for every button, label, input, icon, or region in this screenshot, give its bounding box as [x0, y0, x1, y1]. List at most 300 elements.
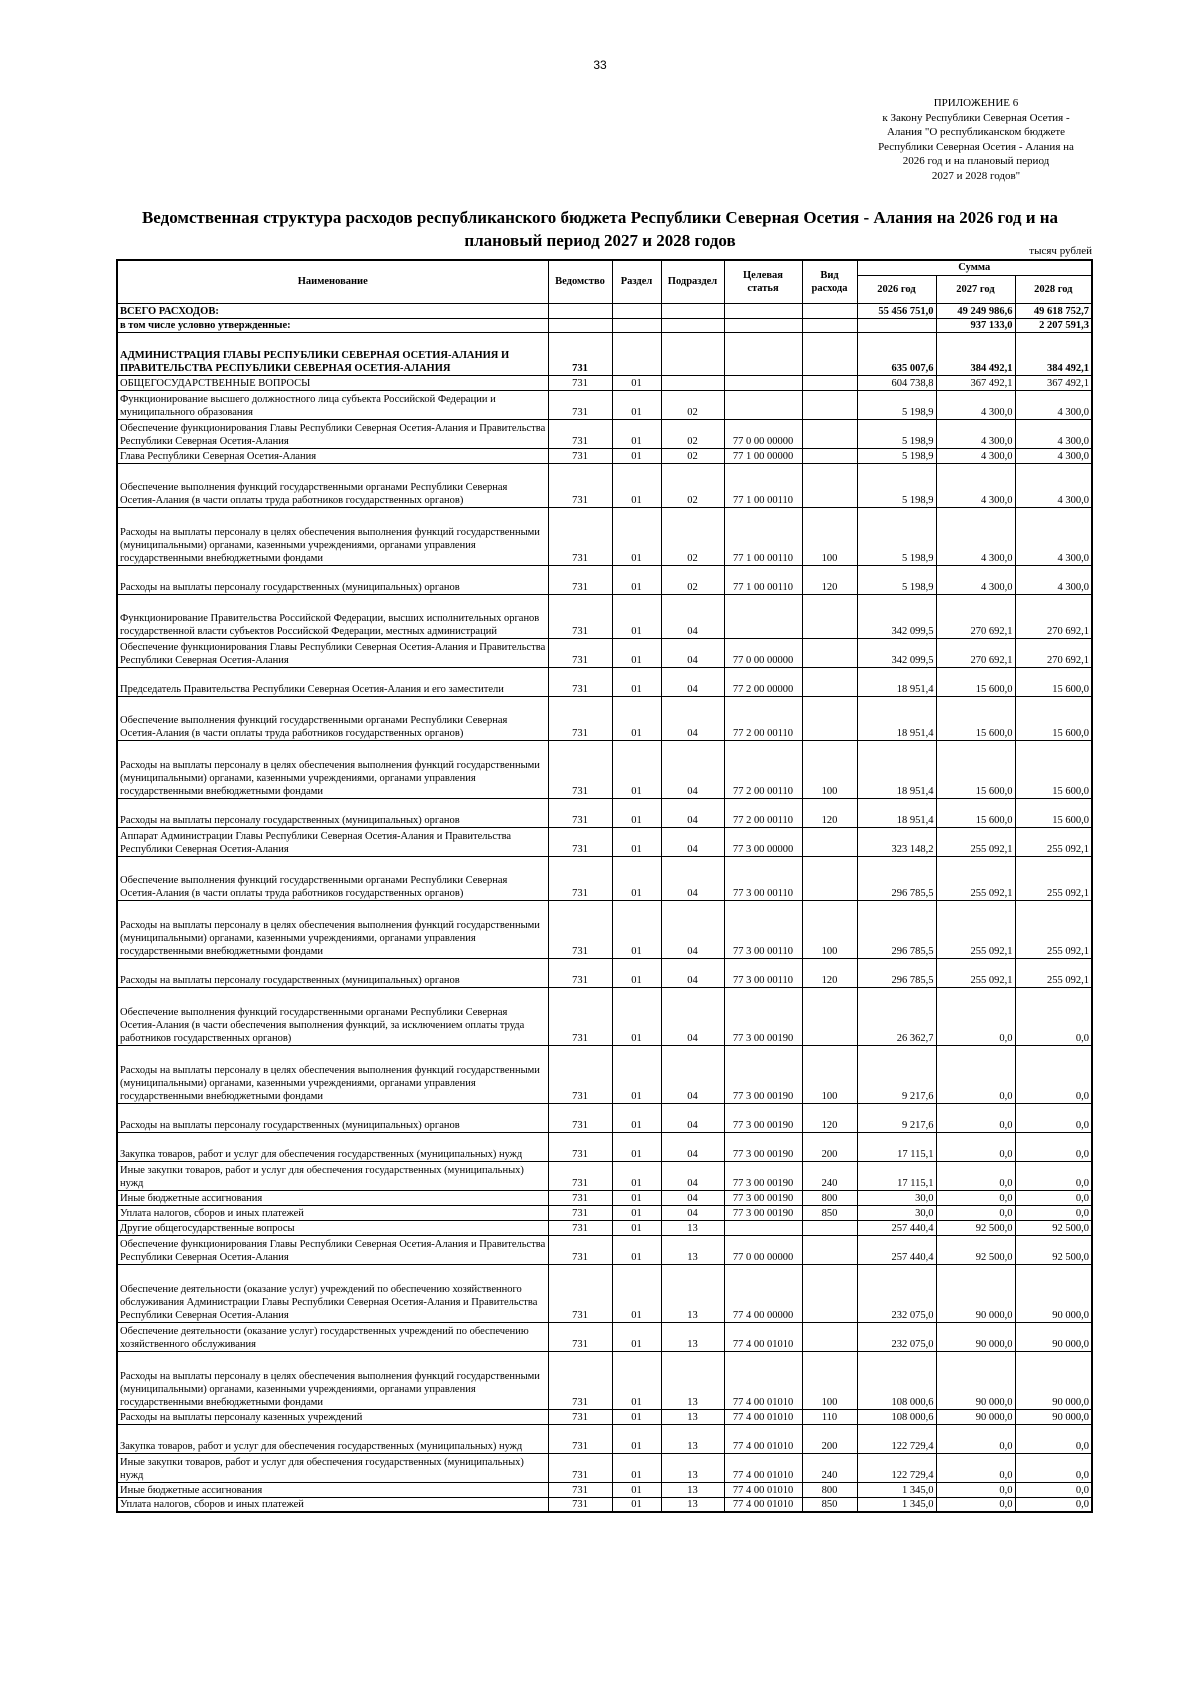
cell-2026: 5 198,9 [857, 448, 936, 463]
cell-celevaya-statya [724, 1220, 802, 1235]
cell-razdel [612, 332, 661, 375]
cell-2026: 17 115,1 [857, 1161, 936, 1190]
cell-vedomstvo: 731 [548, 740, 612, 798]
cell-2026: 5 198,9 [857, 463, 936, 507]
cell-name: Обеспечение функционирования Главы Республики Северная Осетия-Алания и Правительства Республики Северная Осетия-Алания [117, 638, 548, 667]
cell-vid-rashoda [802, 696, 857, 740]
cell-2028: 255 092,1 [1015, 958, 1092, 987]
cell-vid-rashoda: 800 [802, 1190, 857, 1205]
cell-name: Аппарат Администрации Главы Республики Северная Осетия-Алания и Правительства Республики Северная Осетия-Алания [117, 827, 548, 856]
cell-vid-rashoda: 110 [802, 1409, 857, 1424]
cell-2028: 4 300,0 [1015, 565, 1092, 594]
cell-razdel: 01 [612, 463, 661, 507]
cell-razdel: 01 [612, 1190, 661, 1205]
cell-2026: 30,0 [857, 1190, 936, 1205]
cell-vid-rashoda: 120 [802, 565, 857, 594]
cell-podrazdel: 04 [661, 958, 724, 987]
cell-name: Расходы на выплаты персоналу в целях обеспечения выполнения функций государственными (муниципальными) органами, казенными учреждениями, органами управления государственными внебюджетными фондами [117, 740, 548, 798]
cell-name: Функционирование высшего должностного лица субъекта Российской Федерации и муниципального образования [117, 390, 548, 419]
cell-2026: 296 785,5 [857, 900, 936, 958]
cell-celevaya-statya [724, 375, 802, 390]
table-row [117, 1045, 1092, 1103]
cell-vid-rashoda: 850 [802, 1497, 857, 1512]
cell-2027: 367 492,1 [936, 375, 1015, 390]
cell-name: Глава Республики Северная Осетия-Алания [117, 448, 548, 463]
cell-2026: 108 000,6 [857, 1351, 936, 1409]
cell-vedomstvo: 731 [548, 565, 612, 594]
cell-2027: 90 000,0 [936, 1409, 1015, 1424]
cell-celevaya-statya: 77 1 00 00000 [724, 448, 802, 463]
cell-2027: 15 600,0 [936, 740, 1015, 798]
cell-podrazdel: 13 [661, 1264, 724, 1322]
table-row [117, 740, 1092, 798]
cell-podrazdel: 04 [661, 1045, 724, 1103]
cell-podrazdel: 04 [661, 1190, 724, 1205]
appendix-line: к Закону Республики Северная Осетия - [882, 111, 1070, 124]
cell-2026: 108 000,6 [857, 1409, 936, 1424]
cell-2028: 255 092,1 [1015, 827, 1092, 856]
cell-razdel: 01 [612, 1161, 661, 1190]
cell-name: ОБЩЕГОСУДАРСТВЕННЫЕ ВОПРОСЫ [117, 375, 548, 390]
title-line-2: плановый период 2027 и 2028 годов [464, 231, 736, 250]
table-row [117, 987, 1092, 1045]
cell-celevaya-statya: 77 4 00 00000 [724, 1264, 802, 1322]
cell-podrazdel: 02 [661, 565, 724, 594]
cell-name: Расходы на выплаты персоналу государственных (муниципальных) органов [117, 958, 548, 987]
cell-razdel: 01 [612, 375, 661, 390]
cell-2026: 122 729,4 [857, 1424, 936, 1453]
cell-2028: 49 618 752,7 [1015, 303, 1092, 318]
cell-2028: 0,0 [1015, 1190, 1092, 1205]
cell-name: Расходы на выплаты персоналу казенных учреждений [117, 1409, 548, 1424]
cell-razdel: 01 [612, 1220, 661, 1235]
cell-vedomstvo: 731 [548, 419, 612, 448]
cell-2026: 1 345,0 [857, 1482, 936, 1497]
cell-2026: 232 075,0 [857, 1264, 936, 1322]
table-row [117, 827, 1092, 856]
table-row [117, 696, 1092, 740]
cell-2026: 342 099,5 [857, 638, 936, 667]
cell-celevaya-statya [724, 303, 802, 318]
cell-celevaya-statya: 77 3 00 00110 [724, 856, 802, 900]
cell-celevaya-statya: 77 4 00 01010 [724, 1424, 802, 1453]
cell-2027: 384 492,1 [936, 332, 1015, 375]
cell-celevaya-statya: 77 2 00 00000 [724, 667, 802, 696]
cell-2026: 122 729,4 [857, 1453, 936, 1482]
cell-vid-rashoda: 100 [802, 507, 857, 565]
cell-2027: 15 600,0 [936, 696, 1015, 740]
cell-razdel: 01 [612, 1235, 661, 1264]
cell-podrazdel: 13 [661, 1351, 724, 1409]
cell-podrazdel: 04 [661, 1132, 724, 1161]
cell-podrazdel: 13 [661, 1424, 724, 1453]
cell-2026: 9 217,6 [857, 1045, 936, 1103]
cell-celevaya-statya: 77 4 00 01010 [724, 1409, 802, 1424]
cell-vedomstvo: 731 [548, 798, 612, 827]
cell-razdel: 01 [612, 827, 661, 856]
cell-name: Председатель Правительства Республики Северная Осетия-Алания и его заместители [117, 667, 548, 696]
cell-razdel [612, 318, 661, 332]
cell-name: Обеспечение выполнения функций государственными органами Республики Северная Осетия-Алания (в части оплаты труда работников государственных органов) [117, 856, 548, 900]
cell-razdel: 01 [612, 1424, 661, 1453]
cell-2027: 0,0 [936, 1497, 1015, 1512]
cell-vid-rashoda [802, 1264, 857, 1322]
cell-vid-rashoda [802, 1235, 857, 1264]
cell-name: Обеспечение функционирования Главы Республики Северная Осетия-Алания и Правительства Республики Северная Осетия-Алания [117, 419, 548, 448]
cell-2026: 1 345,0 [857, 1497, 936, 1512]
cell-vid-rashoda [802, 638, 857, 667]
cell-razdel: 01 [612, 1264, 661, 1322]
cell-vid-rashoda [802, 856, 857, 900]
cell-vedomstvo: 731 [548, 1497, 612, 1512]
cell-celevaya-statya: 77 2 00 00110 [724, 798, 802, 827]
cell-2028: 0,0 [1015, 987, 1092, 1045]
cell-2028: 270 692,1 [1015, 594, 1092, 638]
cell-2028: 384 492,1 [1015, 332, 1092, 375]
cell-name: Иные бюджетные ассигнования [117, 1190, 548, 1205]
title-line-1: Ведомственная структура расходов республиканского бюджета Республики Северная Осетия - Алания на 2026 год и на [141, 208, 1059, 227]
cell-vid-rashoda: 850 [802, 1205, 857, 1220]
cell-2027: 0,0 [936, 1190, 1015, 1205]
table-row [117, 900, 1092, 958]
cell-celevaya-statya: 77 4 00 01010 [724, 1453, 802, 1482]
cell-name: Расходы на выплаты персоналу в целях обеспечения выполнения функций государственными (муниципальными) органами, казенными учреждениями, органами управления государственными внебюджетными фондами [117, 1351, 548, 1409]
cell-2027: 255 092,1 [936, 958, 1015, 987]
table-row [117, 1497, 1092, 1512]
header-vedomstvo: Ведомство [548, 260, 612, 303]
cell-vid-rashoda [802, 1220, 857, 1235]
cell-razdel: 01 [612, 987, 661, 1045]
cell-2028: 0,0 [1015, 1132, 1092, 1161]
cell-podrazdel: 13 [661, 1409, 724, 1424]
cell-celevaya-statya: 77 2 00 00110 [724, 740, 802, 798]
cell-2027: 15 600,0 [936, 667, 1015, 696]
cell-2028: 4 300,0 [1015, 390, 1092, 419]
cell-podrazdel [661, 303, 724, 318]
cell-name: ВСЕГО РАСХОДОВ: [117, 303, 548, 318]
cell-vid-rashoda [802, 827, 857, 856]
table-row [117, 1482, 1092, 1497]
cell-vedomstvo: 731 [548, 390, 612, 419]
cell-vid-rashoda: 120 [802, 1103, 857, 1132]
cell-podrazdel: 13 [661, 1220, 724, 1235]
table-row [117, 463, 1092, 507]
cell-vid-rashoda [802, 303, 857, 318]
cell-2028: 4 300,0 [1015, 507, 1092, 565]
cell-2027: 270 692,1 [936, 594, 1015, 638]
cell-razdel: 01 [612, 1322, 661, 1351]
cell-2027: 90 000,0 [936, 1322, 1015, 1351]
table-row [117, 375, 1092, 390]
cell-2026: 296 785,5 [857, 856, 936, 900]
cell-name: Другие общегосударственные вопросы [117, 1220, 548, 1235]
cell-2026: 17 115,1 [857, 1132, 936, 1161]
cell-vid-rashoda: 100 [802, 1045, 857, 1103]
table-row [117, 594, 1092, 638]
cell-podrazdel: 13 [661, 1497, 724, 1512]
cell-vedomstvo: 731 [548, 987, 612, 1045]
cell-vid-rashoda [802, 667, 857, 696]
cell-name: Обеспечение функционирования Главы Республики Северная Осетия-Алания и Правительства Республики Северная Осетия-Алания [117, 1235, 548, 1264]
cell-vedomstvo: 731 [548, 1103, 612, 1132]
cell-2027: 4 300,0 [936, 419, 1015, 448]
cell-celevaya-statya: 77 3 00 00190 [724, 1103, 802, 1132]
cell-2026 [857, 318, 936, 332]
appendix-line: Республики Северная Осетия - Алания на [878, 140, 1074, 153]
cell-2028: 4 300,0 [1015, 448, 1092, 463]
cell-2027: 937 133,0 [936, 318, 1015, 332]
cell-vedomstvo: 731 [548, 696, 612, 740]
cell-vedomstvo: 731 [548, 856, 612, 900]
cell-2027: 49 249 986,6 [936, 303, 1015, 318]
cell-2028: 0,0 [1015, 1453, 1092, 1482]
cell-name: Уплата налогов, сборов и иных платежей [117, 1205, 548, 1220]
cell-razdel: 01 [612, 958, 661, 987]
cell-2026: 9 217,6 [857, 1103, 936, 1132]
cell-razdel: 01 [612, 667, 661, 696]
cell-vid-rashoda [802, 594, 857, 638]
cell-2026: 323 148,2 [857, 827, 936, 856]
cell-podrazdel: 04 [661, 1103, 724, 1132]
cell-2027: 0,0 [936, 1205, 1015, 1220]
cell-podrazdel: 04 [661, 987, 724, 1045]
cell-vedomstvo: 731 [548, 1409, 612, 1424]
cell-2027: 0,0 [936, 1161, 1015, 1190]
cell-podrazdel: 04 [661, 667, 724, 696]
cell-vid-rashoda [802, 1322, 857, 1351]
cell-razdel: 01 [612, 798, 661, 827]
table-row [117, 390, 1092, 419]
cell-2028: 0,0 [1015, 1424, 1092, 1453]
cell-2027: 0,0 [936, 1424, 1015, 1453]
cell-razdel: 01 [612, 390, 661, 419]
cell-2026: 18 951,4 [857, 740, 936, 798]
cell-celevaya-statya: 77 3 00 00190 [724, 1161, 802, 1190]
cell-celevaya-statya: 77 1 00 00110 [724, 565, 802, 594]
cell-podrazdel: 13 [661, 1322, 724, 1351]
table-row [117, 638, 1092, 667]
header-2028: 2028 год [1015, 275, 1092, 303]
cell-celevaya-statya: 77 1 00 00110 [724, 463, 802, 507]
table-row [117, 1453, 1092, 1482]
cell-2028: 0,0 [1015, 1205, 1092, 1220]
cell-vid-rashoda: 100 [802, 1351, 857, 1409]
cell-2028: 90 000,0 [1015, 1351, 1092, 1409]
cell-2027: 0,0 [936, 987, 1015, 1045]
cell-celevaya-statya [724, 594, 802, 638]
cell-2026: 18 951,4 [857, 798, 936, 827]
appendix-line: 2026 год и на плановый период [902, 155, 1050, 167]
cell-razdel: 01 [612, 1045, 661, 1103]
table-row [117, 507, 1092, 565]
cell-razdel: 01 [612, 638, 661, 667]
cell-celevaya-statya: 77 3 00 00110 [724, 900, 802, 958]
cell-celevaya-statya: 77 3 00 00000 [724, 827, 802, 856]
cell-vedomstvo: 731 [548, 1220, 612, 1235]
cell-razdel: 01 [612, 1453, 661, 1482]
cell-2026: 30,0 [857, 1205, 936, 1220]
cell-name: Расходы на выплаты персоналу государственных (муниципальных) органов [117, 798, 548, 827]
cell-podrazdel: 02 [661, 448, 724, 463]
table-row [117, 1103, 1092, 1132]
cell-vedomstvo: 731 [548, 1161, 612, 1190]
table-row [117, 1235, 1092, 1264]
cell-vid-rashoda: 120 [802, 798, 857, 827]
cell-celevaya-statya: 77 2 00 00110 [724, 696, 802, 740]
cell-vedomstvo: 731 [548, 1322, 612, 1351]
table-row [117, 303, 1092, 318]
cell-podrazdel: 02 [661, 390, 724, 419]
table-row [117, 1132, 1092, 1161]
table-row [117, 565, 1092, 594]
table-row [117, 856, 1092, 900]
cell-2026: 5 198,9 [857, 419, 936, 448]
cell-vid-rashoda [802, 448, 857, 463]
cell-vedomstvo: 731 [548, 1045, 612, 1103]
cell-podrazdel: 04 [661, 638, 724, 667]
cell-razdel: 01 [612, 419, 661, 448]
table-row [117, 1351, 1092, 1409]
cell-2027: 92 500,0 [936, 1235, 1015, 1264]
cell-name: Обеспечение выполнения функций государственными органами Республики Северная Осетия-Алания (в части оплаты труда работников государственных органов) [117, 463, 548, 507]
cell-2026: 5 198,9 [857, 565, 936, 594]
cell-2028: 15 600,0 [1015, 740, 1092, 798]
cell-2027: 0,0 [936, 1132, 1015, 1161]
cell-celevaya-statya: 77 4 00 01010 [724, 1351, 802, 1409]
cell-2026: 26 362,7 [857, 987, 936, 1045]
cell-razdel [612, 303, 661, 318]
cell-2027: 255 092,1 [936, 856, 1015, 900]
units-label: тысяч рублей [1029, 245, 1092, 257]
cell-podrazdel: 04 [661, 798, 724, 827]
cell-celevaya-statya: 77 4 00 01010 [724, 1482, 802, 1497]
cell-2026: 55 456 751,0 [857, 303, 936, 318]
cell-2026: 635 007,6 [857, 332, 936, 375]
cell-2028: 0,0 [1015, 1497, 1092, 1512]
cell-podrazdel [661, 375, 724, 390]
cell-vid-rashoda [802, 332, 857, 375]
cell-podrazdel: 04 [661, 696, 724, 740]
cell-podrazdel: 13 [661, 1482, 724, 1497]
cell-name: Иные закупки товаров, работ и услуг для обеспечения государственных (муниципальных) нужд [117, 1453, 548, 1482]
cell-2026: 232 075,0 [857, 1322, 936, 1351]
cell-2026: 342 099,5 [857, 594, 936, 638]
cell-celevaya-statya: 77 3 00 00110 [724, 958, 802, 987]
header-summa: Сумма [857, 260, 1092, 275]
table-row [117, 332, 1092, 375]
header-vid-rashoda: Вид расхода [802, 260, 857, 303]
cell-vid-rashoda [802, 375, 857, 390]
cell-celevaya-statya: 77 3 00 00190 [724, 1045, 802, 1103]
cell-2028: 255 092,1 [1015, 900, 1092, 958]
cell-razdel: 01 [612, 1409, 661, 1424]
cell-name: Обеспечение выполнения функций государственными органами Республики Северная Осетия-Алания (в части обеспечения выполнения функций, за исключением оплаты труда работников государственных органов) [117, 987, 548, 1045]
cell-podrazdel: 04 [661, 827, 724, 856]
cell-name: АДМИНИСТРАЦИЯ ГЛАВЫ РЕСПУБЛИКИ СЕВЕРНАЯ ОСЕТИЯ-АЛАНИЯ И ПРАВИТЕЛЬСТВА РЕСПУБЛИКИ СЕВЕРНАЯ ОСЕТИЯ-АЛАНИЯ [117, 332, 548, 375]
cell-2026: 257 440,4 [857, 1235, 936, 1264]
cell-2028: 92 500,0 [1015, 1235, 1092, 1264]
table-row [117, 1190, 1092, 1205]
cell-celevaya-statya: 77 3 00 00190 [724, 1205, 802, 1220]
table-row [117, 318, 1092, 332]
cell-celevaya-statya: 77 0 00 00000 [724, 638, 802, 667]
cell-vid-rashoda: 100 [802, 740, 857, 798]
cell-podrazdel [661, 332, 724, 375]
header-razdel: Раздел [612, 260, 661, 303]
cell-razdel: 01 [612, 696, 661, 740]
cell-razdel: 01 [612, 1497, 661, 1512]
cell-2027: 255 092,1 [936, 900, 1015, 958]
page-number: 33 [593, 58, 607, 72]
cell-name: Расходы на выплаты персоналу в целях обеспечения выполнения функций государственными (муниципальными) органами, казенными учреждениями, органами управления государственными внебюджетными фондами [117, 900, 548, 958]
table-row [117, 1424, 1092, 1453]
cell-2027: 0,0 [936, 1482, 1015, 1497]
cell-vid-rashoda: 200 [802, 1132, 857, 1161]
header-2027: 2027 год [936, 275, 1015, 303]
cell-2027: 4 300,0 [936, 463, 1015, 507]
cell-2027: 15 600,0 [936, 798, 1015, 827]
cell-vid-rashoda [802, 390, 857, 419]
cell-celevaya-statya [724, 332, 802, 375]
cell-name: в том числе условно утвержденные: [117, 318, 548, 332]
cell-vedomstvo: 731 [548, 900, 612, 958]
cell-podrazdel: 04 [661, 1161, 724, 1190]
cell-podrazdel: 13 [661, 1235, 724, 1264]
table-row [117, 958, 1092, 987]
cell-podrazdel [661, 318, 724, 332]
cell-vedomstvo: 731 [548, 1235, 612, 1264]
cell-celevaya-statya [724, 390, 802, 419]
cell-vedomstvo: 731 [548, 1190, 612, 1205]
cell-name: Обеспечение выполнения функций государственными органами Республики Северная Осетия-Алания (в части оплаты труда работников государственных органов) [117, 696, 548, 740]
cell-podrazdel: 02 [661, 463, 724, 507]
cell-razdel: 01 [612, 856, 661, 900]
cell-2026: 257 440,4 [857, 1220, 936, 1235]
cell-name: Расходы на выплаты персоналу в целях обеспечения выполнения функций государственными (муниципальными) органами, казенными учреждениями, органами управления государственными внебюджетными фондами [117, 1045, 548, 1103]
cell-vedomstvo: 731 [548, 638, 612, 667]
cell-2028: 90 000,0 [1015, 1264, 1092, 1322]
appendix-line: Алания "О республиканском бюджете [886, 126, 1066, 138]
cell-2028: 4 300,0 [1015, 463, 1092, 507]
cell-vedomstvo: 731 [548, 1351, 612, 1409]
cell-celevaya-statya: 77 0 00 00000 [724, 1235, 802, 1264]
cell-celevaya-statya: 77 4 00 01010 [724, 1497, 802, 1512]
cell-2027: 270 692,1 [936, 638, 1015, 667]
cell-2027: 4 300,0 [936, 565, 1015, 594]
table-row [117, 419, 1092, 448]
cell-2028: 0,0 [1015, 1103, 1092, 1132]
cell-razdel: 01 [612, 900, 661, 958]
cell-2027: 0,0 [936, 1453, 1015, 1482]
cell-2028: 367 492,1 [1015, 375, 1092, 390]
cell-2026: 296 785,5 [857, 958, 936, 987]
table-row [117, 1322, 1092, 1351]
table-row [117, 1205, 1092, 1220]
table-row [117, 448, 1092, 463]
table-row [117, 798, 1092, 827]
cell-2027: 92 500,0 [936, 1220, 1015, 1235]
cell-name: Функционирование Правительства Российской Федерации, высших исполнительных органов государственной власти субъектов Российской Федерации, местных администраций [117, 594, 548, 638]
cell-name: Расходы на выплаты персоналу в целях обеспечения выполнения функций государственными (муниципальными) органами, казенными учреждениями, органами управления государственными внебюджетными фондами [117, 507, 548, 565]
cell-2028: 15 600,0 [1015, 798, 1092, 827]
cell-2026: 5 198,9 [857, 390, 936, 419]
cell-razdel: 01 [612, 1482, 661, 1497]
cell-razdel: 01 [612, 507, 661, 565]
cell-celevaya-statya: 77 3 00 00190 [724, 1132, 802, 1161]
cell-vid-rashoda: 100 [802, 900, 857, 958]
cell-2028: 2 207 591,3 [1015, 318, 1092, 332]
cell-razdel: 01 [612, 1103, 661, 1132]
